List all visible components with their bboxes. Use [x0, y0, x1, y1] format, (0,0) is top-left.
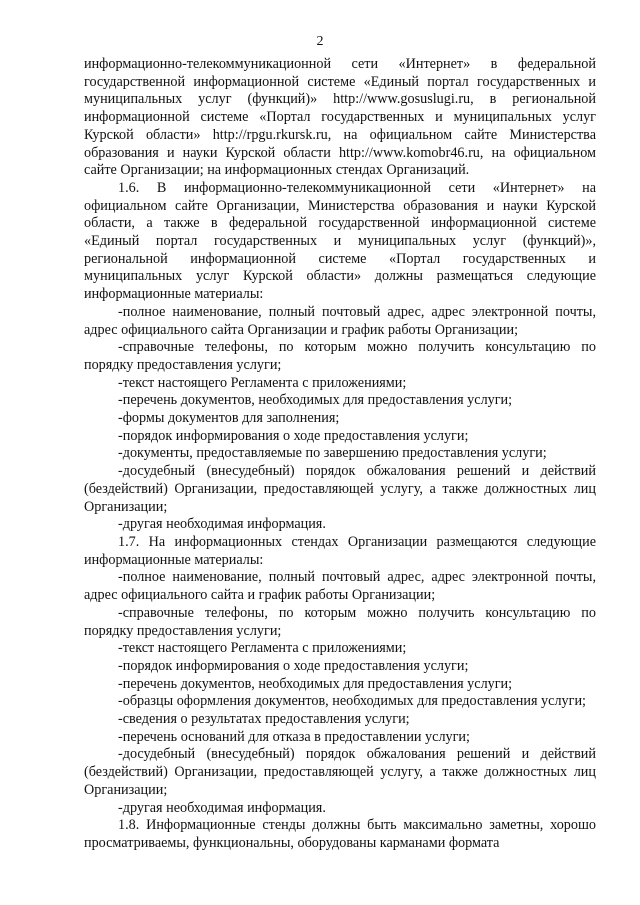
paragraph: -перечень оснований для отказа в предоставлении услуги;: [118, 728, 470, 745]
paragraph: -перечень документов, необходимых для предоставления услуги;: [118, 675, 513, 692]
document-body: [84, 56, 596, 853]
paragraph: -перечень документов, необходимых для предоставления услуги;: [118, 392, 513, 409]
paragraph: -текст настоящего Регламента с приложениями;: [118, 640, 407, 657]
page-number: 2: [316, 34, 324, 49]
paragraph: -порядок информирования о ходе предоставления услуги;: [118, 657, 469, 674]
paragraph: 1.7. На информационных стендах Организации размещаются следующие информационные материалы:: [84, 533, 596, 568]
paragraph: -полное наименование, полный почтовый адрес, адрес электронной почты, адрес официального сайта и график работы Организации;: [84, 569, 596, 604]
paragraph: -другая необходимая информация.: [118, 799, 326, 816]
paragraph: -порядок информирования о ходе предоставления услуги;: [118, 427, 469, 444]
paragraph: -досудебный (внесудебный) порядок обжалования решений и действий (бездействий) Организации, предоставляющей услугу, а также должностных лиц Организации;: [84, 746, 596, 798]
paragraph: -справочные телефоны, по которым можно получить консультацию по порядку предоставления услуги;: [84, 339, 596, 373]
paragraph: -справочные телефоны, по которым можно получить консультацию по порядку предоставления услуги;: [84, 604, 596, 639]
paragraph: информационно-телекоммуникационной сети «Интернет» в федеральной государственной информационной системе «Единый портал государственных и муниципальных услуг (функций)» http://www.gosuslugi.ru, в региональной информационной системе «Портал государственных и муниципальных услуг Курской области» http://rpgu.rkursk.ru, на официальном сайте Министерства образования и науки Курской области http://www.komobr46.ru, на официальном сайте Организации; на информационных стендах Организаций.: [84, 56, 596, 179]
paragraph: -досудебный (внесудебный) порядок обжалования решений и действий (бездействий) Организации, предоставляющей услугу, а также должностных лиц Организации;: [84, 463, 596, 515]
paragraph: 1.6. В информационно-телекоммуникационной сети «Интернет» на официальном сайте Организации, Министерства образования и науки Курской области, а также в федеральной государственной информационной системе «Единый портал государственных и муниципальных услуг (функций)», региональной информационной системе «Портал государственных и муниципальных услуг Курской области» должны размещаться следующие информационные материалы:: [84, 179, 596, 303]
paragraph: -формы документов для заполнения;: [118, 410, 340, 427]
paragraph: -полное наименование, полный почтовый адрес, адрес электронной почты, адрес официального сайта Организации и график работы Организации;: [84, 303, 596, 338]
paragraph: 1.8. Информационные стенды должны быть максимально заметны, хорошо просматриваемы, функциональны, оборудованы карманами формата: [84, 817, 596, 851]
paragraph: -сведения о результатах предоставления услуги;: [118, 711, 410, 728]
paragraph: -другая необходимая информация.: [118, 516, 326, 533]
paragraph: -документы, предоставляемые по завершению предоставления услуги;: [118, 445, 547, 462]
paragraph: -текст настоящего Регламента с приложениями;: [118, 374, 407, 391]
paragraph: -образцы оформления документов, необходимых для предоставления услуги;: [118, 693, 586, 710]
